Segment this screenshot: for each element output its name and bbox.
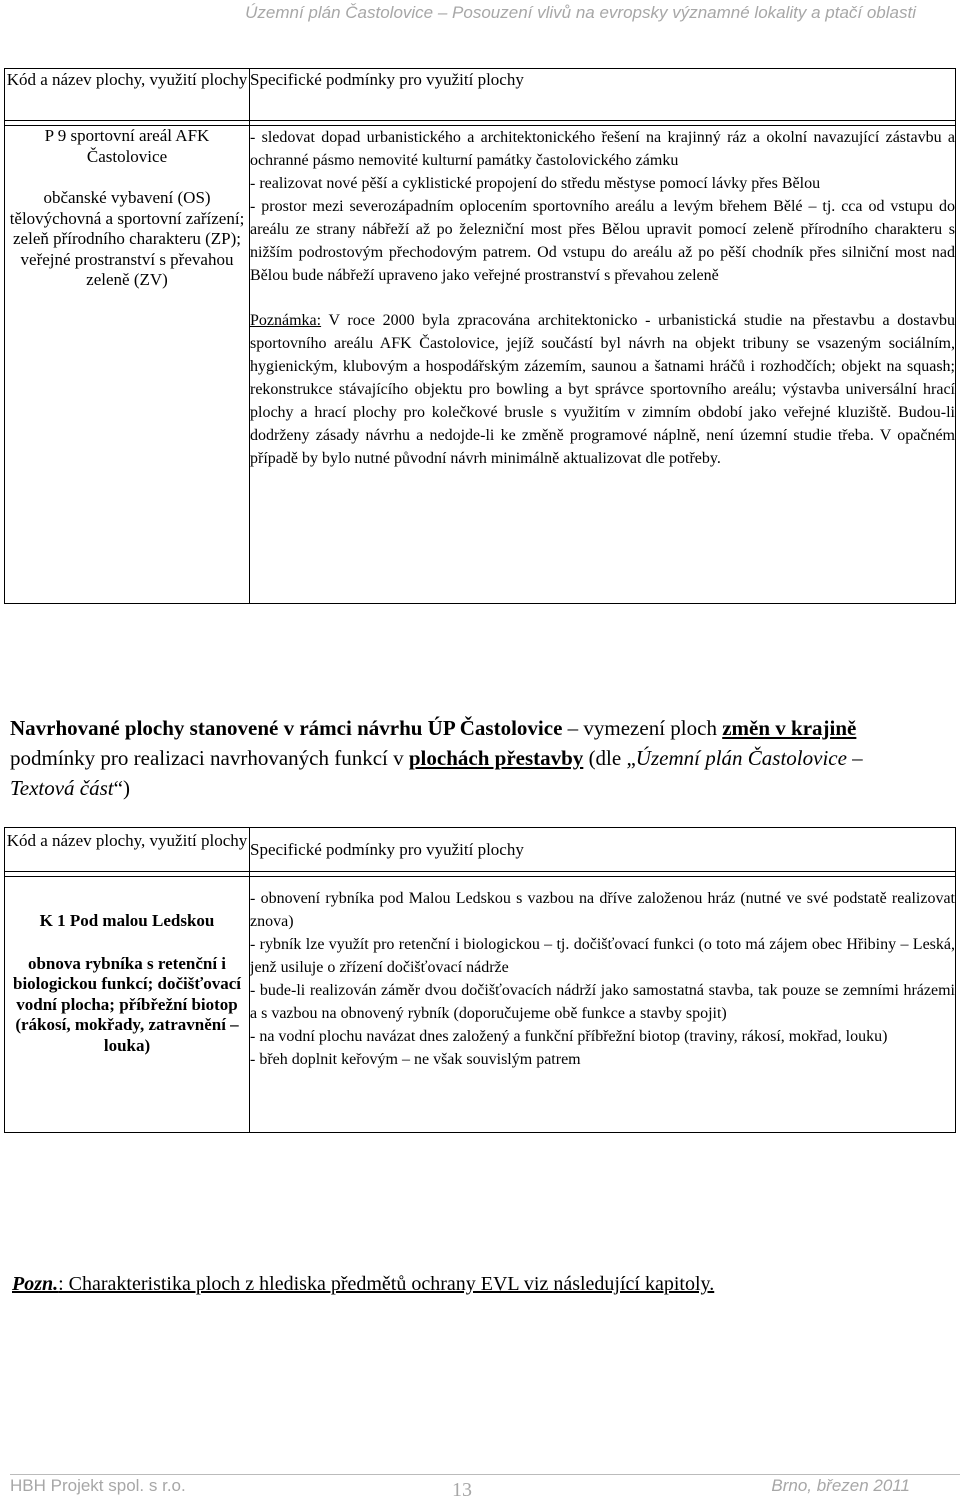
list-item: - obnovení rybníka pod Malou Ledskou s vazbou na dříve založenou hráz (nutné ve své podstatě realizovat znova): [250, 890, 955, 930]
note-paragraph: [250, 309, 955, 470]
heading-part: Navrhované plochy stanovené v rámci návrhu ÚP Častolovice: [10, 716, 563, 740]
running-header: Územní plán Častolovice – Posouzení vlivů na evropsky významné lokality a ptačí oblasti: [245, 3, 916, 22]
condition-paragraph: - sledovat dopad urbanistického a architektonického řešení na krajinný ráz a okolní navazující zástavbu a ochranné pásmo nemovité kulturní památky častolovického zámku: [250, 129, 955, 169]
list-item: - na vodní plochu navázat dnes založený a funkční příbřežní biotop (traviny, rákosí, mokřad, louku): [250, 1028, 888, 1045]
area-title: K 1 Pod malou Ledskou: [39, 911, 215, 930]
conditions-cell: [250, 126, 956, 604]
heading-part: plochách přestavby: [408, 746, 584, 770]
conditions-cell: [250, 877, 956, 1133]
footer-company: HBH Projekt spol. s r.o.: [10, 1476, 186, 1495]
heading-part: (dle „: [583, 746, 636, 770]
section-heading: [10, 713, 900, 803]
conditions-table-p9: [4, 68, 956, 604]
footnote-text: : Charakteristika ploch z hlediska předmětů ochrany EVL viz následující kapitoly.: [58, 1273, 715, 1295]
col-header-conditions: Specifické podmínky pro využití plochy: [250, 69, 956, 121]
list-item: - břeh doplnit keřovým – ne však souvislým patrem: [250, 1051, 581, 1068]
list-item: - rybník lze využít pro retenční i biologickou – tj. dočišťovací funkci (o toto má zájem obec Hřibiny – Leská, jenž usiluje o zřízení dočišťovací nádrže: [250, 936, 955, 976]
page-number: 13: [452, 1479, 472, 1501]
footer-date: Brno, březen 2011: [771, 1476, 910, 1495]
note-label: Poznámka:: [250, 312, 322, 329]
area-usage: obnova rybníka s retenční i biologickou funkcí; dočišťovací vodní plocha; příbřežní biotop (rákosí, mokřady, zatravnění – louka): [13, 953, 241, 1055]
footer-divider: [10, 1474, 960, 1475]
col-header-conditions: Specifické podmínky pro využití plochy: [250, 828, 956, 872]
condition-paragraph: - realizovat nové pěší a cyklistické propojení do středu městyse pomocí lávky přes Bělou: [250, 175, 821, 192]
area-title: P 9 sportovní areál AFK Častolovice: [44, 126, 210, 166]
table-row: [5, 126, 956, 604]
table-header-row: [5, 828, 956, 872]
note-text: V roce 2000 byla zpracována architektonicko - urbanistická studie na přestavbu a dostavbu sportovního areálu AFK Častolovice, jejíž součástí byl návrh na objekt tribuny se vsazeným sociálním, hygienickým, klubovým a hospodářským zázemím, saunou a šatnami hráčů i rozhodčích; objekt na squash; rekonstrukce stávajícího objektu pro bowling a byt správce sportovního areálu; výstavba universální hrací plochy a hrací plochy pro kolečkové brusle s využitím v zimním období jako veřejné kluziště. Budou-li dodrženy zásady návrhu a nedojde-li ke změně programové náplně, není územní studie třeba. V opačném případě by bylo nutné původní návrh minimálně aktualizovat dle potřeby.: [250, 312, 955, 467]
table-row: [5, 877, 956, 1133]
area-usage: občanské vybavení (OS) tělovýchovná a sportovní zařízení; zeleň přírodního charakteru (ZP); veřejné prostranství s převahou zeleně (ZV): [9, 188, 245, 289]
conditions-table-k1: [4, 827, 956, 1133]
area-code-cell: [5, 877, 250, 1133]
table-header-row: [5, 69, 956, 121]
area-code-cell: [5, 126, 250, 604]
heading-part: – vymezení ploch: [562, 716, 723, 740]
heading-part: “): [113, 776, 130, 800]
col-header-code: Kód a název plochy, využití plochy: [5, 69, 250, 121]
list-item: - bude-li realizován záměr dvou dočišťovacích nádrží jako samostatná stavba, tak pouze se zemními hrázemi a s vazbou na obnovený rybník (doporučujeme obě funkce a stavby spojit): [250, 982, 955, 1022]
page-footer: [10, 1476, 910, 1501]
heading-part: Územní plán Častolovice – Textová část: [10, 746, 863, 800]
heading-part: změn v krajině: [722, 716, 857, 740]
footnote: [12, 1270, 714, 1298]
heading-part: podmínky pro realizaci navrhovaných funkcí v: [10, 746, 409, 770]
col-header-code: Kód a název plochy, využití plochy: [5, 828, 250, 872]
footnote-label: Pozn.: [12, 1273, 59, 1295]
condition-paragraph: - prostor mezi severozápadním oplocením sportovního areálu a levým břehem Bělé – tj. cca od vstupu do areálu ze strany nábřeží až po železniční most přes Bělou upravit pomocí zeleně přírodního charakteru s nižším podrostovým přechodovým patrem. Od vstupu do areálu až po pěší chodník přes silniční most nad Bělou bude nábřeží upraveno jako veřejné prostranství s převahou zeleně: [250, 198, 955, 284]
